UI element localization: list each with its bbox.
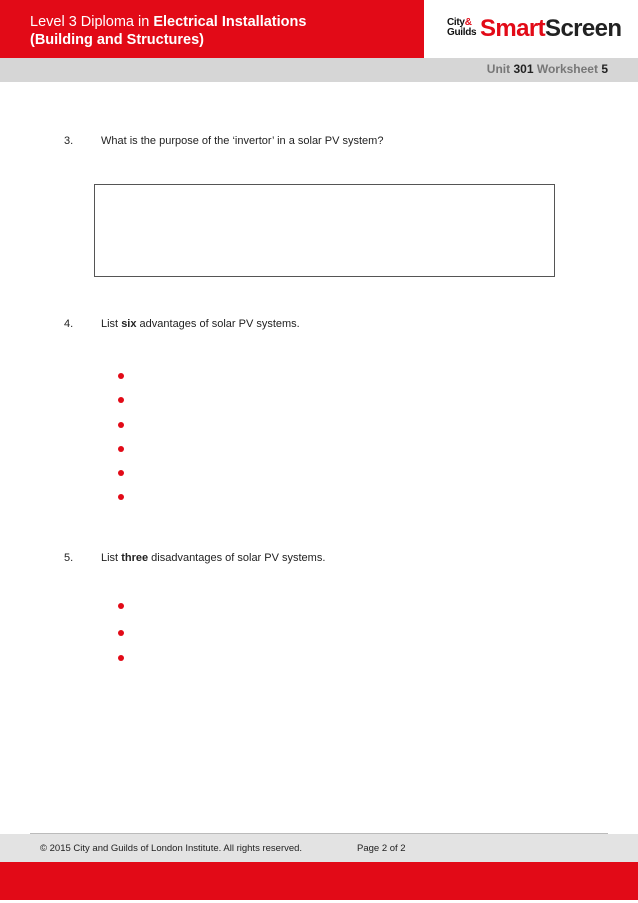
worksheet-word: Worksheet bbox=[533, 62, 602, 76]
logo-city-text: City bbox=[447, 17, 465, 28]
question-3-answer-box[interactable] bbox=[94, 184, 555, 277]
question-3-number: 3. bbox=[64, 135, 74, 147]
unit-word: Unit bbox=[486, 62, 514, 76]
question-4-prefix: List bbox=[101, 318, 122, 330]
city-and-guilds-logo bbox=[447, 18, 477, 40]
question-5-suffix: disadvantages of solar PV systems. bbox=[148, 552, 326, 564]
question-5-number: 5. bbox=[64, 552, 74, 564]
logo-screen-text: Screen bbox=[545, 15, 622, 42]
page-number: Page 2 of 2 bbox=[357, 843, 406, 854]
disadvantage-bullet bbox=[118, 630, 124, 636]
question-4-text bbox=[101, 318, 300, 330]
advantage-bullet bbox=[118, 373, 124, 379]
question-5-bold: three bbox=[121, 552, 149, 564]
worksheet-number: 5 bbox=[601, 62, 608, 76]
question-3-text: What is the purpose of the ‘invertor’ in a solar PV system? bbox=[101, 135, 384, 147]
advantage-bullet bbox=[118, 494, 124, 500]
unit-number: 301 bbox=[513, 62, 534, 76]
question-4-bold: six bbox=[121, 318, 137, 330]
advantage-bullet bbox=[118, 470, 124, 476]
disadvantage-bullet bbox=[118, 603, 124, 609]
advantage-bullet bbox=[118, 422, 124, 428]
course-title-prefix: Level 3 Diploma in bbox=[30, 14, 154, 30]
logo-guilds-text: Guilds bbox=[447, 27, 477, 38]
smartscreen-logo bbox=[480, 14, 621, 44]
advantage-bullet bbox=[118, 397, 124, 403]
question-4-number: 4. bbox=[64, 318, 74, 330]
disadvantage-bullet bbox=[118, 655, 124, 661]
unit-worksheet-label bbox=[487, 62, 608, 76]
course-subtitle: (Building and Structures) bbox=[30, 32, 204, 48]
copyright-notice: © 2015 City and Guilds of London Institute. All rights reserved. bbox=[40, 843, 303, 854]
footer-banner bbox=[0, 862, 638, 900]
question-5-prefix: List bbox=[101, 552, 122, 564]
question-4-suffix: advantages of solar PV systems. bbox=[136, 318, 300, 330]
logo-amp-text: & bbox=[464, 17, 472, 28]
course-title bbox=[30, 13, 420, 49]
logo-smart-text: Smart bbox=[480, 15, 546, 42]
advantage-bullet bbox=[118, 446, 124, 452]
question-5-text bbox=[101, 552, 325, 564]
course-title-bold: Electrical Installations bbox=[153, 14, 307, 30]
